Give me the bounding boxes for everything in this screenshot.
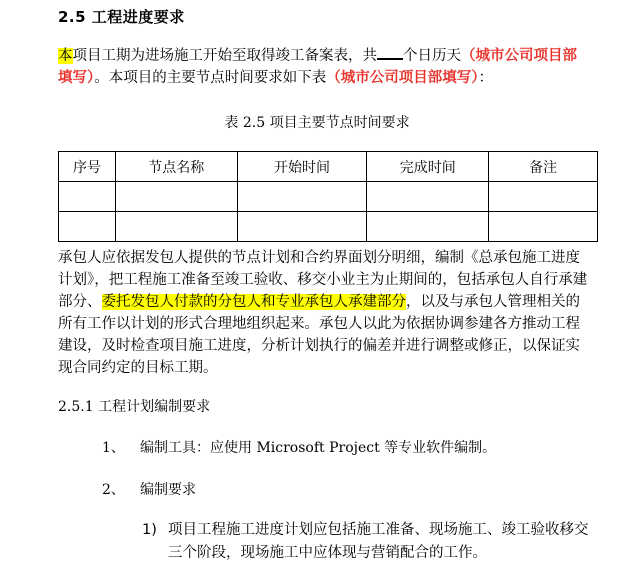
sublist-number: 1) [142,522,157,538]
header-remarks: 备注 [489,152,598,182]
sublist-text: 项目工程施工进度计划应包括施工准备、现场施工、竣工验收移交三个阶段，现场施工中应体现与营销配合的工作。 [168,522,589,561]
list-number: 2、 [102,482,125,498]
fill-note-1: （城市公司项目部填写） [58,48,577,86]
header-node-name: 节点名称 [115,152,237,182]
table-cell[interactable] [489,182,598,212]
blank-days-field[interactable] [377,44,403,60]
table-header-row [59,152,598,182]
list-item [102,437,496,457]
table-row [59,182,598,212]
table-cell[interactable] [59,212,116,242]
intro-text-2: 个日历天 [403,48,461,64]
table-caption: 表 2.5 项目主要节点时间要求 [224,115,410,131]
intro-text-4: ： [478,70,493,86]
list-text: 编制工具：应使用 Microsoft Project 等专业软件编制。 [140,440,497,456]
list-text: 编制要求 [140,482,196,498]
intro-text-3: 。本项目的主要节点时间要求如下表 [94,70,327,86]
highlighted-phrase: 委托发包人付款的分包人和专业承包人承建部分 [101,294,406,310]
table-cell[interactable] [367,182,489,212]
header-start-time: 开始时间 [237,152,367,182]
table-row [59,212,598,242]
table-cell[interactable] [237,182,367,212]
intro-text-1: 项目工期为进场施工开始至取得竣工备案表，共 [72,48,377,64]
schedule-text-1: 承包人应依据发包人提供的节点计划和合约界面划分明细，编制《总承包施工进度计划》，把工程施工准备至竣工验收、移交小业主为止期间的，包括承包人自行承建部分、 [58,250,588,310]
sublist-item [142,519,602,565]
table-cell[interactable] [115,182,237,212]
table-cell[interactable] [367,212,489,242]
table-cell[interactable] [59,182,116,212]
intro-paragraph [58,44,588,89]
list-number: 1、 [102,440,125,456]
list-item [102,479,196,499]
fill-note-2: （城市公司项目部填写） [326,70,479,86]
table-cell[interactable] [237,212,367,242]
header-seq: 序号 [59,152,116,182]
schedule-paragraph [58,247,588,379]
section-title: 2.5 工程进度要求 [58,8,185,26]
table-cell[interactable] [115,212,237,242]
schedule-text-2: ，以及与承包人管理相关的所有工作以计划的形式合理地组织起来。承包人以此为依据协调参建各方推动工程建设，及时检查项目施工进度，分析计划执行的偏差并进行调整或修正，以保证实现合同约定的目标工期。 [58,294,580,376]
subsection-title: 2.5.1 工程计划编制要求 [58,399,211,415]
table-cell[interactable] [489,212,598,242]
highlight-char: 本 [58,48,73,64]
milestone-table [58,151,598,242]
header-end-time: 完成时间 [367,152,489,182]
